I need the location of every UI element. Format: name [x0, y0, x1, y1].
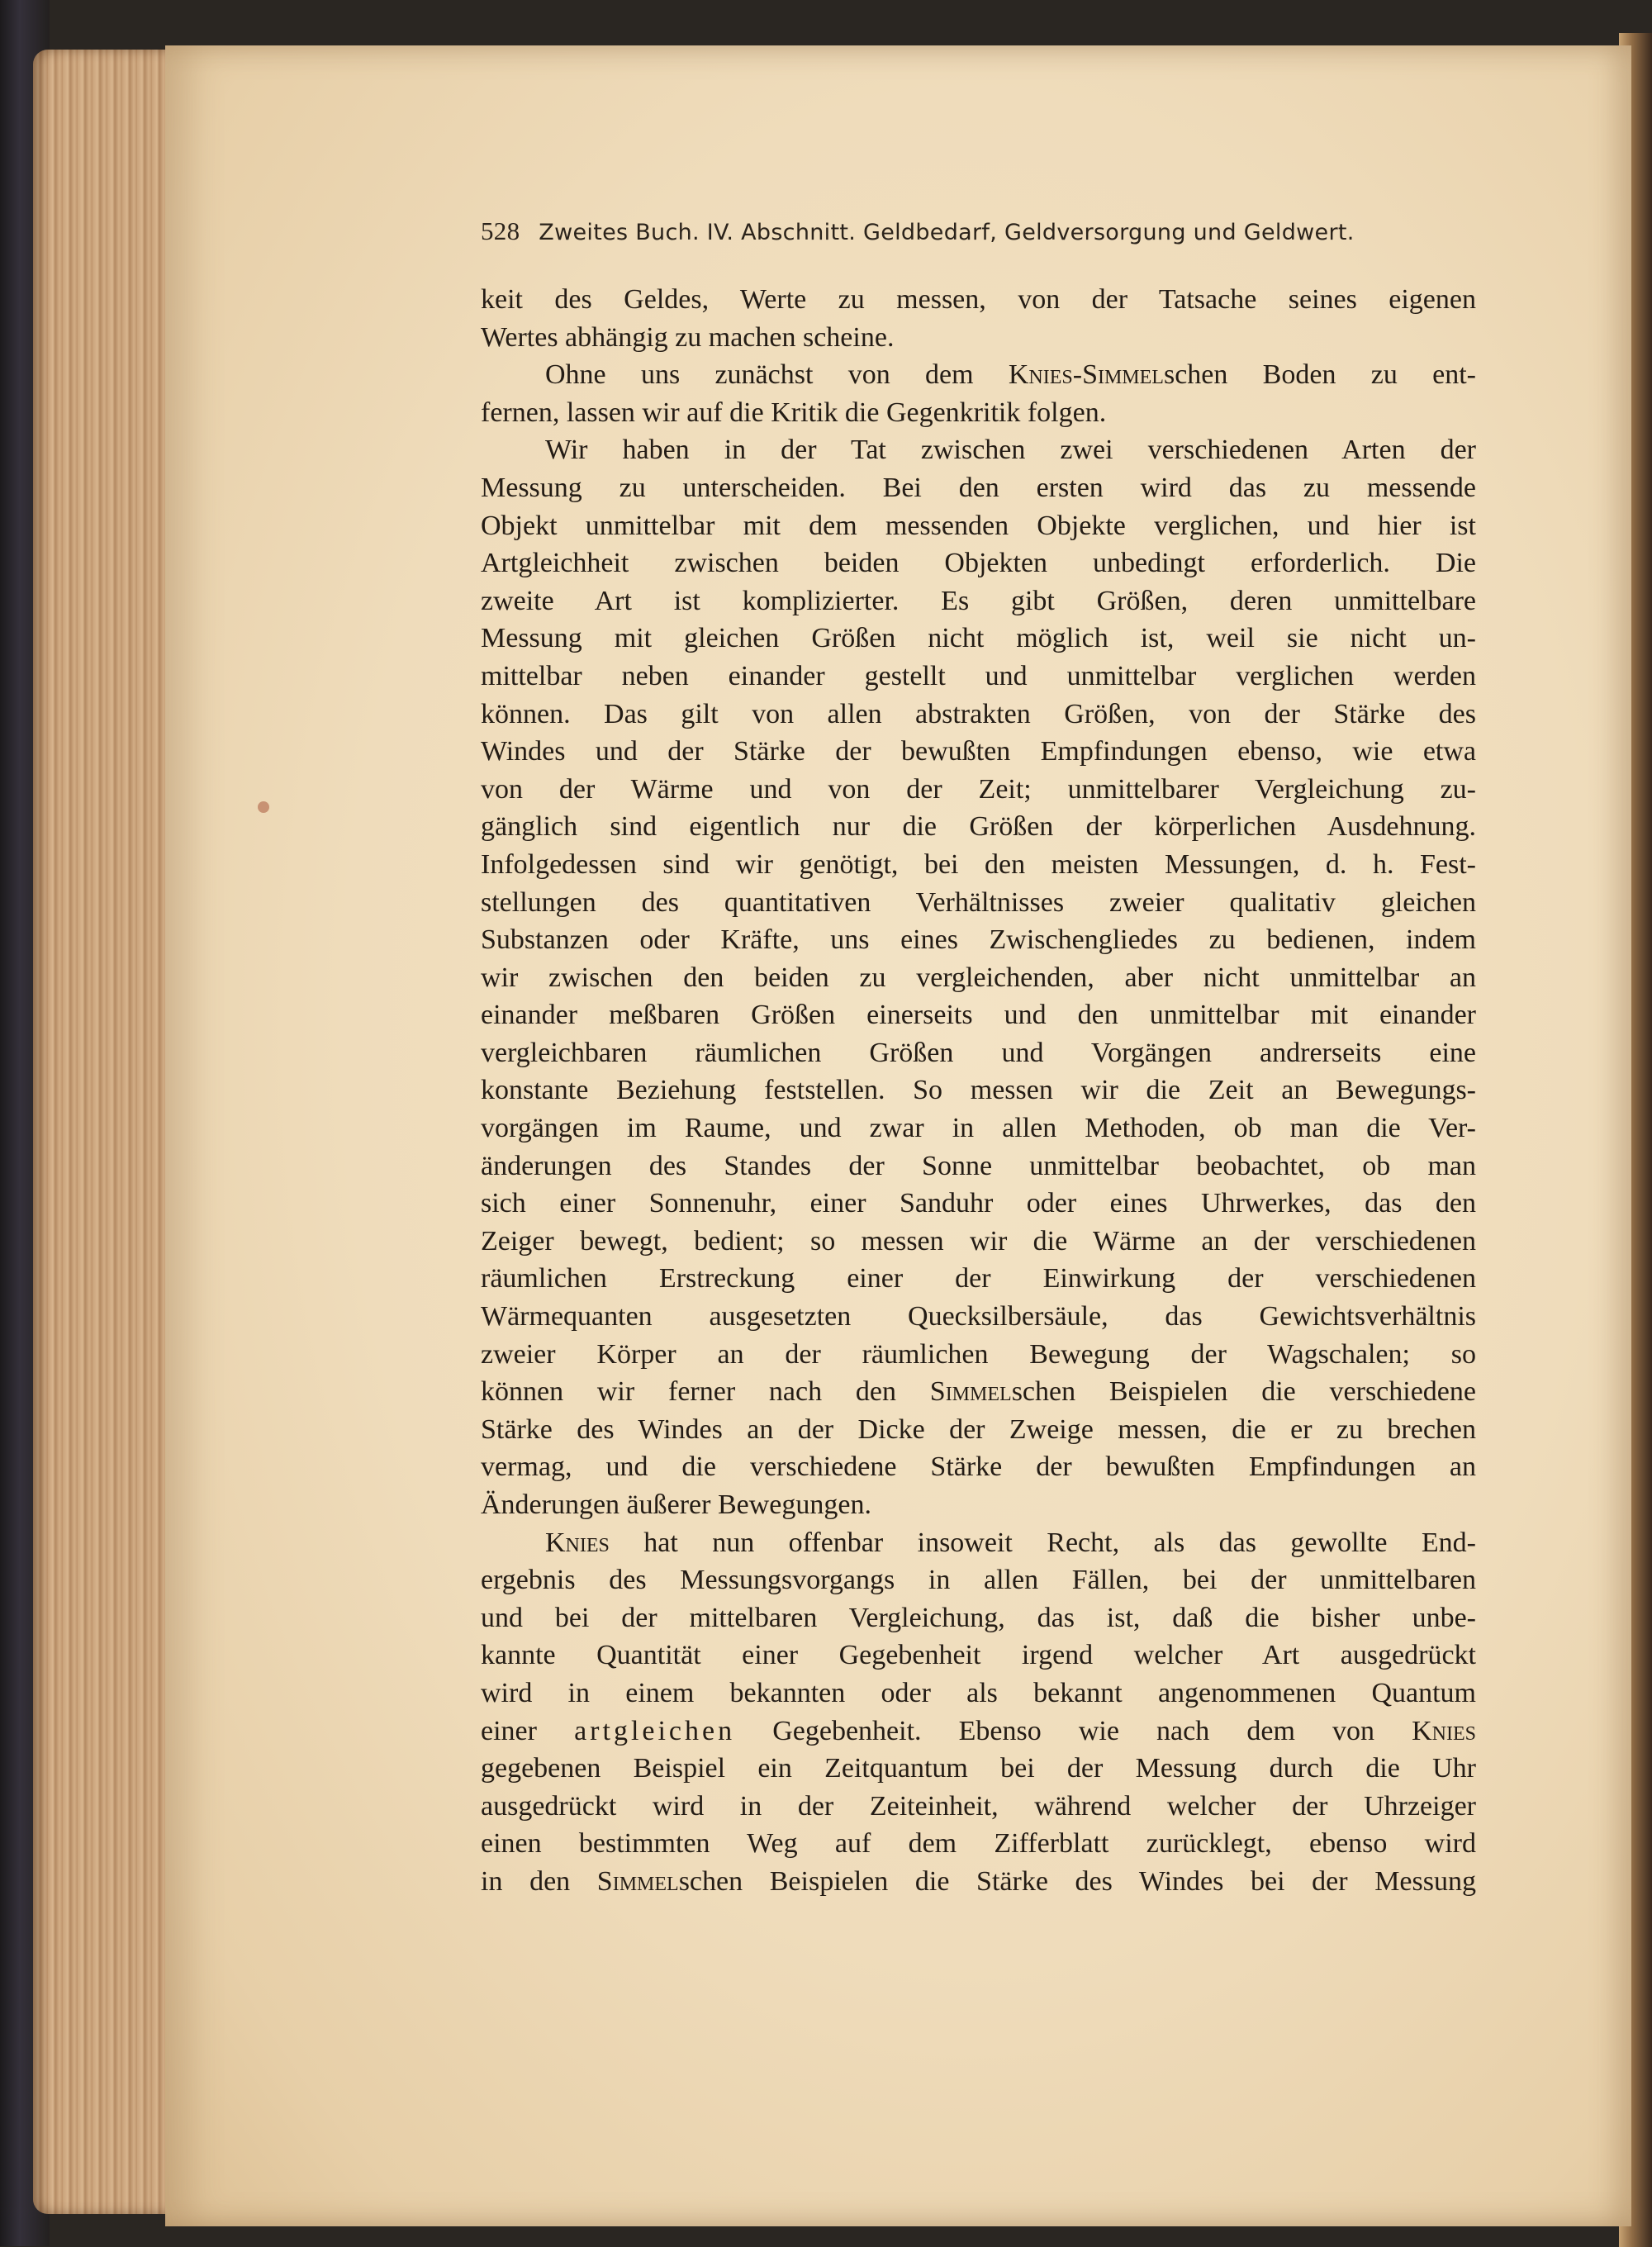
page-stack-edge [33, 50, 182, 2214]
text-line: kannte Quantität einer Gegebenheit irgend welcher Art ausgedrückt [481, 1640, 1476, 1671]
running-title: Zweites Buch. IV. Abschnitt. Geldbedarf, Geldversorgung und Geldwert. [539, 220, 1355, 245]
small-caps-name: Knies [545, 1527, 610, 1558]
text-line: Messung zu unterscheiden. Bei den ersten wird das zu messende [481, 472, 1476, 503]
text-line: fernen, lassen wir auf die Kritik die Gegenkritik folgen. [481, 397, 1107, 428]
text-line: änderungen des Standes der Sonne unmittelbar beobachtet, ob man [481, 1150, 1476, 1181]
text-line: einander meßbaren Größen einerseits und den unmittelbar mit einander [481, 1000, 1476, 1031]
text-line: Ohne uns zunächst von dem Knies-Simmelschen Boden zu ent- [545, 359, 1476, 391]
text-line: räumlichen Erstreckung einer der Einwirkung der verschiedenen [481, 1263, 1476, 1295]
text-line: konstante Beziehung feststellen. So messen wir die Zeit an Bewegungs- [481, 1075, 1476, 1106]
text-line: in den Simmelschen Beispielen die Stärke des Windes bei der Messung [481, 1865, 1476, 1897]
small-caps-name: Knies [1412, 1715, 1477, 1746]
text-line: Messung mit gleichen Größen nicht möglich ist, weil sie nicht un- [481, 623, 1476, 654]
text-line: ergebnis des Messungsvorgangs in allen Fällen, bei der unmittelbaren [481, 1565, 1476, 1596]
text-line: Infolgedessen sind wir genötigt, bei den meisten Messungen, d. h. Fest- [481, 848, 1476, 880]
body-text [481, 281, 1476, 1901]
text-line: Stärke des Windes an der Dicke der Zweige messen, die er zu brechen [481, 1413, 1476, 1445]
small-caps-name: Simmel [929, 1376, 1012, 1408]
text-line: vermag, und die verschiedene Stärke der bewußten Empfindungen an [481, 1451, 1476, 1483]
running-head [481, 216, 1414, 246]
text-line: Windes und der Stärke der bewußten Empfindungen ebenso, wie etwa [481, 736, 1476, 767]
text-line: mittelbar neben einander gestellt und unmittelbar verglichen werden [481, 660, 1476, 691]
text-line: gegebenen Beispiel ein Zeitquantum bei der Messung durch die Uhr [481, 1753, 1476, 1784]
text-line: Artgleichheit zwischen beiden Objekten unbedingt erforderlich. Die [481, 548, 1476, 579]
text-line: wir zwischen den beiden zu vergleichenden, aber nicht unmittelbar an [481, 962, 1476, 993]
text-line: Objekt unmittelbar mit dem messenden Objekte verglichen, und hier ist [481, 510, 1476, 541]
page-number: 528 [481, 216, 520, 245]
text-line: wird in einem bekannten oder als bekannt angenommenen Quantum [481, 1677, 1476, 1708]
text-line: vergleichbaren räumlichen Größen und Vorgängen andrerseits eine [481, 1037, 1476, 1068]
text-line: einer artgleichen Gegebenheit. Ebenso wie nach dem von Knies [481, 1715, 1477, 1746]
small-caps-name: Simmel [596, 1865, 679, 1897]
text-line: keit des Geldes, Werte zu messen, von der Tatsache seines eigenen [481, 284, 1476, 315]
text-line: zweier Körper an der räumlichen Bewegung der Wagschalen; so [481, 1338, 1476, 1370]
text-line: und bei der mittelbaren Vergleichung, das ist, daß die bisher unbe- [481, 1602, 1476, 1633]
text-line: einen bestimmten Weg auf dem Zifferblatt zurücklegt, ebenso wird [481, 1828, 1476, 1860]
text-line: Wärmequanten ausgesetzten Quecksilbersäule, das Gewichtsverhältnis [481, 1301, 1476, 1333]
text-line: Wertes abhängig zu machen scheine. [481, 321, 895, 353]
text-line: Änderungen äußerer Bewegungen. [481, 1489, 871, 1520]
text-line: stellungen des quantitativen Verhältnisses zweier qualitativ gleichen [481, 886, 1476, 918]
text-line: Substanzen oder Kräfte, uns eines Zwischengliedes zu bedienen, indem [481, 924, 1476, 956]
text-line: gänglich sind eigentlich nur die Größen der körperlichen Ausdehnung. [481, 811, 1476, 843]
text-line: Knies hat nun offenbar insoweit Recht, als das gewollte End- [545, 1527, 1476, 1558]
text-line: von der Wärme und von der Zeit; unmittelbarer Vergleichung zu- [481, 773, 1476, 805]
text-line: Zeiger bewegt, bedient; so messen wir die Wärme an der verschiedenen [481, 1225, 1476, 1257]
spaced-emphasis: artgleichen [574, 1715, 736, 1746]
ink-spot [258, 801, 269, 813]
text-line: können wir ferner nach den Simmelschen Beispielen die verschiedene [481, 1376, 1476, 1408]
text-line: sich einer Sonnenuhr, einer Sanduhr oder eines Uhrwerkes, das den [481, 1188, 1476, 1219]
text-line: können. Das gilt von allen abstrakten Größen, von der Stärke des [481, 698, 1476, 729]
text-line: vorgängen im Raume, und zwar in allen Methoden, ob man die Ver- [481, 1113, 1476, 1144]
small-caps-name: Knies-Simmel [1008, 359, 1164, 391]
text-line: Wir haben in der Tat zwischen zwei verschiedenen Arten der [545, 435, 1476, 466]
text-line: zweite Art ist komplizierter. Es gibt Größen, deren unmittelbare [481, 585, 1476, 616]
text-line: ausgedrückt wird in der Zeiteinheit, während welcher der Uhrzeiger [481, 1790, 1476, 1822]
